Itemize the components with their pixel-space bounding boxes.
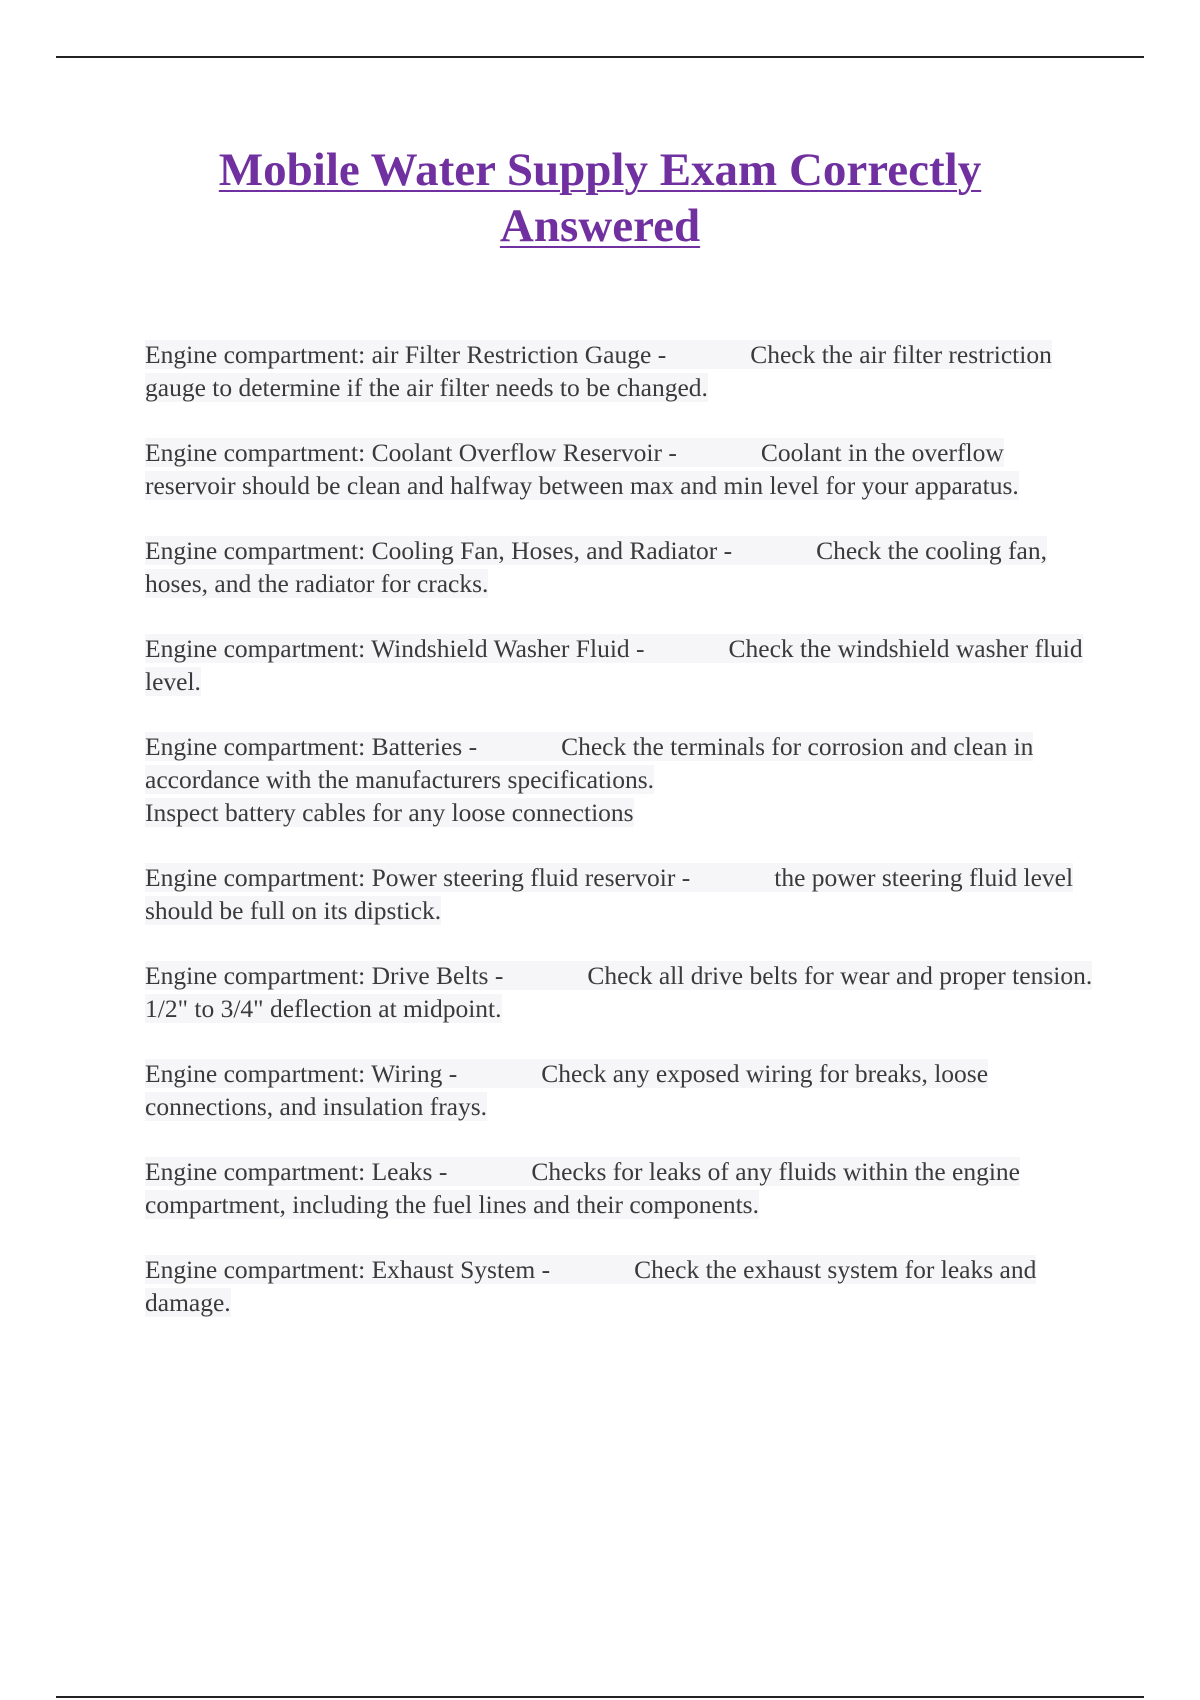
answer-text: Check the windshield washer fluid level. xyxy=(145,634,1083,696)
qa-list xyxy=(145,338,1095,1351)
qa-item xyxy=(145,1253,1095,1319)
qa-item xyxy=(145,861,1095,927)
question-text: Engine compartment: Windshield Washer Fluid - xyxy=(145,634,645,663)
answer-text: the power steering fluid level should be full on its dipstick. xyxy=(145,863,1074,925)
qa-item xyxy=(145,959,1095,1025)
qa-item xyxy=(145,632,1095,698)
answer-text: Check the air filter restriction gauge to determine if the air filter needs to be changed. xyxy=(145,340,1052,402)
qa-item xyxy=(145,1057,1095,1123)
qa-item xyxy=(145,1155,1095,1221)
answer-text: Check all drive belts for wear and proper tension. 1/2" to 3/4" deflection at midpoint. xyxy=(145,961,1093,1023)
answer-text: Check the terminals for corrosion and clean in accordance with the manufacturers specifications. xyxy=(145,732,1034,794)
answer-text: Checks for leaks of any fluids within the engine compartment, including the fuel lines and their components. xyxy=(145,1157,1020,1219)
answer-text: Check any exposed wiring for breaks, loose connections, and insulation frays. xyxy=(145,1059,989,1121)
question-text: Engine compartment: Cooling Fan, Hoses, and Radiator - xyxy=(145,536,733,565)
question-text: Engine compartment: air Filter Restriction Gauge - xyxy=(145,340,667,369)
question-text: Engine compartment: Exhaust System - xyxy=(145,1255,551,1284)
answer-text: Check the exhaust system for leaks and damage. xyxy=(145,1255,1037,1317)
question-text: Engine compartment: Wiring - xyxy=(145,1059,458,1088)
top-rule xyxy=(56,56,1144,58)
bottom-rule xyxy=(56,1696,1144,1698)
question-text: Engine compartment: Batteries - xyxy=(145,732,478,761)
qa-item xyxy=(145,338,1095,404)
answer-extra-text: Inspect battery cables for any loose connections xyxy=(145,798,634,827)
question-text: Engine compartment: Leaks - xyxy=(145,1157,448,1186)
answer-text: Coolant in the overflow reservoir should be clean and halfway between max and min level for your apparatus. xyxy=(145,438,1019,500)
answer-text: Check the cooling fan, hoses, and the radiator for cracks. xyxy=(145,536,1047,598)
page-title: Mobile Water Supply Exam Correctly Answered xyxy=(218,144,982,252)
question-text: Engine compartment: Drive Belts - xyxy=(145,961,504,990)
qa-item xyxy=(145,436,1095,502)
question-text: Engine compartment: Power steering fluid reservoir - xyxy=(145,863,691,892)
qa-item xyxy=(145,534,1095,600)
question-text: Engine compartment: Coolant Overflow Reservoir - xyxy=(145,438,677,467)
qa-item xyxy=(145,730,1095,829)
